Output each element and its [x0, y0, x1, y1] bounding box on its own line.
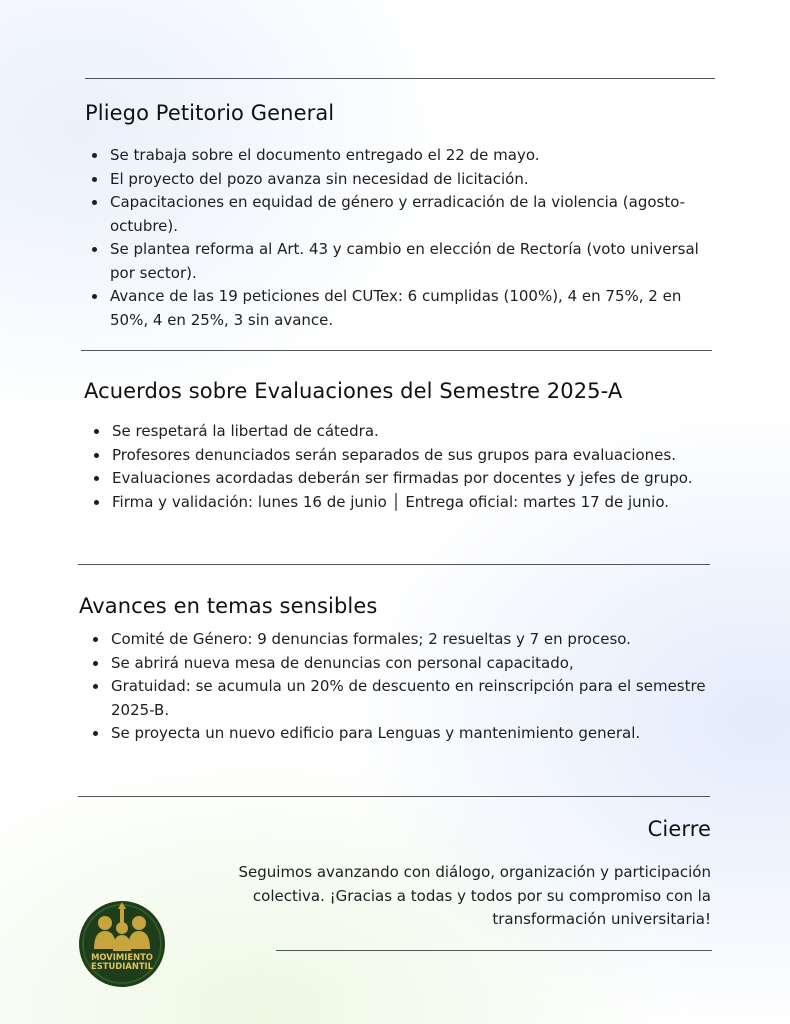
evaluaciones-list [88, 420, 730, 514]
pliego-list [86, 144, 720, 332]
list-item: • Se plantea reforma al Art. 43 y cambio en elección de Rectoría (voto universal por sector). [108, 238, 720, 285]
list-item: • Profesores denunciados serán separados de sus grupos para evaluaciones. [110, 444, 730, 468]
divider-1 [81, 350, 712, 351]
closing-title: Cierre [647, 817, 711, 841]
list-item: • Evaluaciones acordadas deberán ser firmadas por docentes y jefes de grupo. [110, 467, 730, 491]
temas-sensibles-list [87, 628, 721, 746]
divider-closing [276, 950, 712, 951]
section-title-pliego: Pliego Petitorio General [85, 101, 335, 125]
list-item: • El proyecto del pozo avanza sin necesidad de licitación. [108, 168, 720, 192]
movimiento-estudiantil-logo [79, 901, 165, 987]
divider-top [85, 78, 715, 79]
section-title-temas-sensibles: Avances en temas sensibles [79, 594, 378, 618]
list-item: • Se respetará la libertad de cátedra. [110, 420, 730, 444]
logo-text-line1: MOVIMIENTO [91, 952, 153, 962]
divider-3 [78, 796, 710, 797]
list-item: • Comité de Género: 9 denuncias formales; 2 resueltas y 7 en proceso. [109, 628, 721, 652]
list-item: • Gratuidad: se acumula un 20% de descuento en reinscripción para el semestre 2025-B. [109, 675, 721, 722]
divider-2 [78, 564, 710, 565]
list-item: • Avance de las 19 peticiones del CUTex: 6 cumplidas (100%), 4 en 75%, 2 en 50%, 4 en 25%, 3 sin avance. [108, 285, 720, 332]
list-item: • Firma y validación: lunes 16 de junio │ Entrega oficial: martes 17 de junio. [110, 491, 730, 515]
logo-text-line2: ESTUDIANTIL [91, 961, 153, 971]
list-item: • Capacitaciones en equidad de género y erradicación de la violencia (agosto-octubre). [108, 191, 720, 238]
list-item: • Se abrirá nueva mesa de denuncias con personal capacitado, [109, 652, 721, 676]
logo-emblem-icon [79, 901, 165, 987]
list-item: • Se proyecta un nuevo edificio para Lenguas y mantenimiento general. [109, 722, 721, 746]
section-title-evaluaciones: Acuerdos sobre Evaluaciones del Semestre 2025-A [84, 379, 623, 403]
closing-text: Seguimos avanzando con diálogo, organización y participación colectiva. ¡Gracias a todas y todos por su compromiso con la transformación universitaria! [238, 863, 711, 928]
list-item: • Se trabaja sobre el documento entregado el 22 de mayo. [108, 144, 720, 168]
